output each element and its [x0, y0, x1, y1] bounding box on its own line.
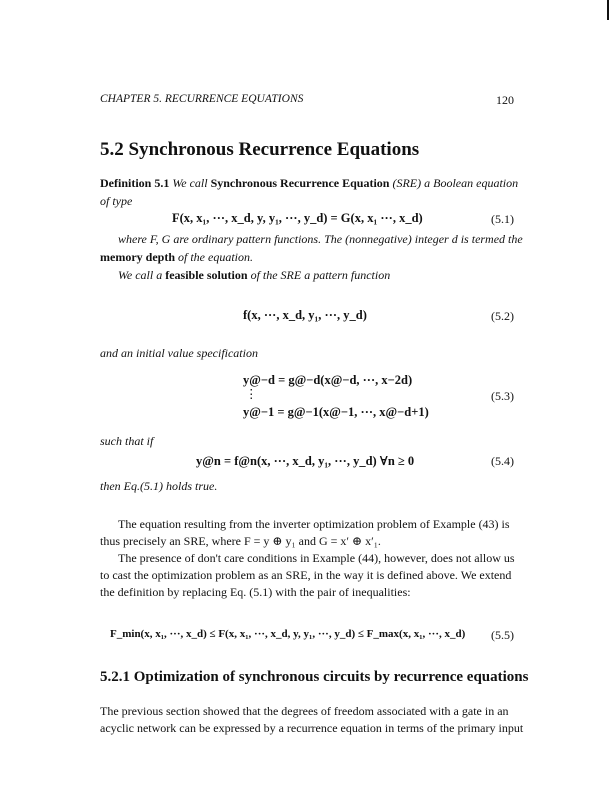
text: then Eq.(5.1) holds true. — [100, 479, 218, 493]
equation-5-2: f(x, ···, x_d, y₁, ···, y_d) — [243, 308, 367, 322]
text: of the SRE a pattern function — [250, 268, 391, 282]
text-line — [100, 250, 253, 265]
equation-5-1: F(x, x₁, ···, x_d, y, y₁, ···, y_d) = G(x, x₁ ···, x_d) — [172, 211, 423, 225]
term: memory depth — [100, 250, 175, 264]
paragraph-line: The equation resulting from the inverter optimization problem of Example (43) is — [118, 517, 510, 531]
running-header: CHAPTER 5. RECURRENCE EQUATIONS — [100, 93, 304, 105]
equation-number: (5.3) — [491, 389, 514, 403]
text-line — [118, 268, 390, 283]
equation-number: (5.1) — [491, 212, 514, 226]
paragraph-line: acyclic network can be expressed by a recurrence equation in terms of the primary input — [100, 721, 524, 735]
definition-line — [100, 176, 518, 191]
text: We call a — [118, 268, 163, 282]
equation-5-5: F_min(x, x₁, ···, x_d) ≤ F(x, x₁, ···, x_d, y, y₁, ···, y_d) ≤ F_max(x, x₁, ···, x_d) — [110, 628, 466, 640]
paragraph-line: thus precisely an SRE, where F = y ⊕ y₁ and G = x′ ⊕ x′₁. — [100, 534, 381, 548]
text: We call — [172, 176, 208, 190]
equation-5-3-line2: y@−1 = g@−1(x@−1, ···, x@−d+1) — [243, 405, 429, 419]
equation-number: (5.5) — [491, 628, 514, 642]
text: (SRE) a Boolean equation — [392, 176, 519, 190]
text: of type — [100, 194, 133, 208]
text: where F, G are ordinary pattern functions. The (nonnegative) integer d is termed the — [118, 232, 523, 246]
equation-5-4: y@n = f@n(x, ···, x_d, y₁, ···, y_d) ∀n ≥ 0 — [196, 454, 415, 468]
equation-5-3-line1: y@−d = g@−d(x@−d, ···, x−2d) — [243, 373, 413, 387]
paragraph-line: The previous section showed that the degrees of freedom associated with a gate in an — [100, 704, 509, 718]
equation-5-3-dots: ⋮ — [245, 387, 258, 401]
scan-edge-mark — [607, 0, 609, 20]
page-number: 120 — [496, 93, 514, 107]
term: feasible solution — [165, 268, 248, 282]
subsection-title: 5.2.1 Optimization of synchronous circuits by recurrence equations — [100, 669, 529, 685]
equation-number: (5.2) — [491, 309, 514, 323]
paragraph-line: to cast the optimization problem as an SRE, in the way it is defined above. We extend — [100, 568, 512, 582]
section-title: 5.2 Synchronous Recurrence Equations — [100, 139, 420, 160]
term: Synchronous Recurrence Equation — [210, 176, 390, 190]
paragraph-line: The presence of don't care conditions in Example (44), however, does not allow us — [118, 551, 515, 565]
text: and an initial value specification — [100, 346, 258, 360]
text: such that if — [100, 434, 154, 448]
text: of the equation. — [178, 250, 253, 264]
equation-number: (5.4) — [491, 454, 514, 468]
paragraph-line: the definition by replacing Eq. (5.1) with the pair of inequalities: — [100, 585, 411, 599]
definition-label: Definition 5.1 — [100, 176, 170, 190]
